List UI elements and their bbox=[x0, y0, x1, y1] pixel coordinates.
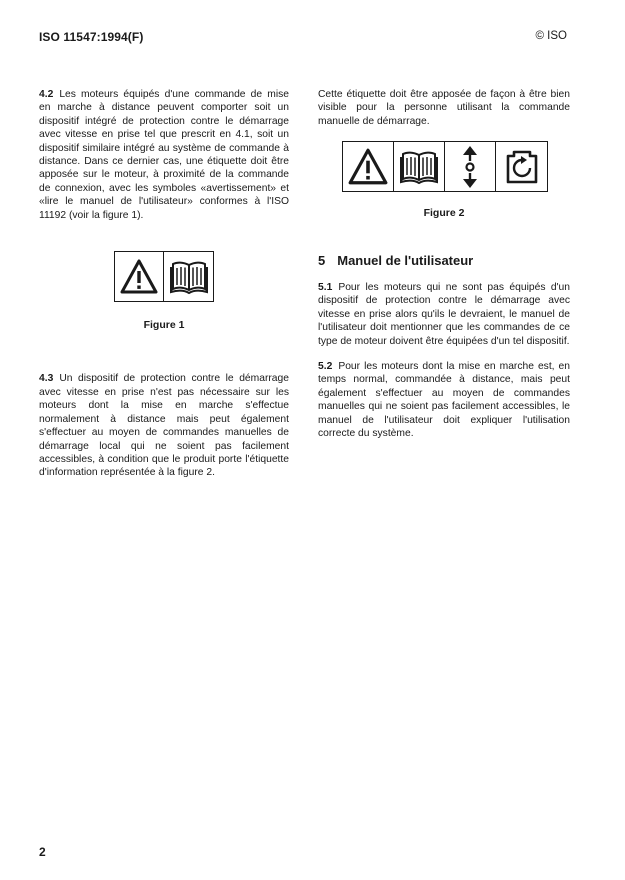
section-number: 5 bbox=[318, 252, 326, 268]
warning-icon bbox=[343, 142, 394, 191]
engine-start-icon bbox=[496, 142, 547, 191]
iso-copyright-mark: © ISO bbox=[535, 30, 567, 42]
figure-2-caption: Figure 2 bbox=[423, 207, 465, 220]
paragraph-5-2 bbox=[318, 360, 570, 440]
section-5-heading bbox=[318, 254, 570, 267]
page-number: 2 bbox=[39, 845, 46, 859]
paragraph-intro: Cette étiquette doit être apposée de façon à être bien visible pour la personne utilisant la commande manuelle de démarrage. bbox=[318, 89, 570, 127]
left-column bbox=[39, 88, 289, 480]
paragraph-4-2 bbox=[39, 88, 289, 222]
paragraph-text: Les moteurs équipés d'une commande de mise en marche à distance peuvent comporter soit un dispositif intégré de protection contre le démarrage avec vitesse en prise tel que prescrit en 4.1, soit un dispositif similaire intégré au système de commande à distance. Dans ce dernier cas, une étiquette doit être apposée sur le moteur, à proximité de la commande de connexion, avec les symboles «avertissement» et «lire le manuel de l'utilisateur» conformes à l'ISO 11192 (voir la figure 1). bbox=[39, 89, 289, 221]
paragraph-text: Pour les moteurs qui ne sont pas équipés d'un dispositif de protection contre le démarrage avec vitesse en prise alors qu'ils le devraient, le manuel de l'utilisateur doit mentionner que les commandes de ce type de moteur doivent être équipées d'un tel dispositif. bbox=[318, 282, 570, 347]
figure-1-label bbox=[114, 251, 214, 302]
read-manual-icon bbox=[164, 252, 213, 301]
neutral-position-icon bbox=[445, 142, 496, 191]
section-title: Manuel de l'utilisateur bbox=[337, 252, 474, 268]
paragraph-4-3 bbox=[39, 372, 289, 479]
paragraph-text: Pour les moteurs dont la mise en marche est, en temps normal, commandée à distance, mais peut également s'effectuer au moyen de commandes manuelles qui ne soient pas facilement accessibles, le manuel de l'utilisateur doit expliquer l'utilisation correcte du système. bbox=[318, 361, 570, 440]
read-manual-icon bbox=[394, 142, 445, 191]
figure-2-label bbox=[342, 141, 548, 192]
right-column bbox=[318, 88, 570, 441]
document-id: ISO 11547:1994(F) bbox=[39, 30, 144, 44]
clause-number: 5.1 bbox=[318, 282, 333, 294]
paragraph-text: Un dispositif de protection contre le démarrage avec vitesse en prise n'est pas nécessaire sur les moteurs dont la mise en marche s'effectue normalement à distance mais peut également s'effectuer au moyen de commandes manuelles de démarrage local qui ne soient pas facilement accessibles, à condition que le produit porte l'étiquette d'information représentée à la figure 2. bbox=[39, 373, 289, 479]
figure-1-caption: Figure 1 bbox=[143, 319, 185, 332]
paragraph-5-1 bbox=[318, 281, 570, 348]
clause-number: 5.2 bbox=[318, 361, 333, 373]
clause-number: 4.3 bbox=[39, 373, 54, 385]
warning-icon bbox=[115, 252, 164, 301]
clause-number: 4.2 bbox=[39, 89, 54, 100]
